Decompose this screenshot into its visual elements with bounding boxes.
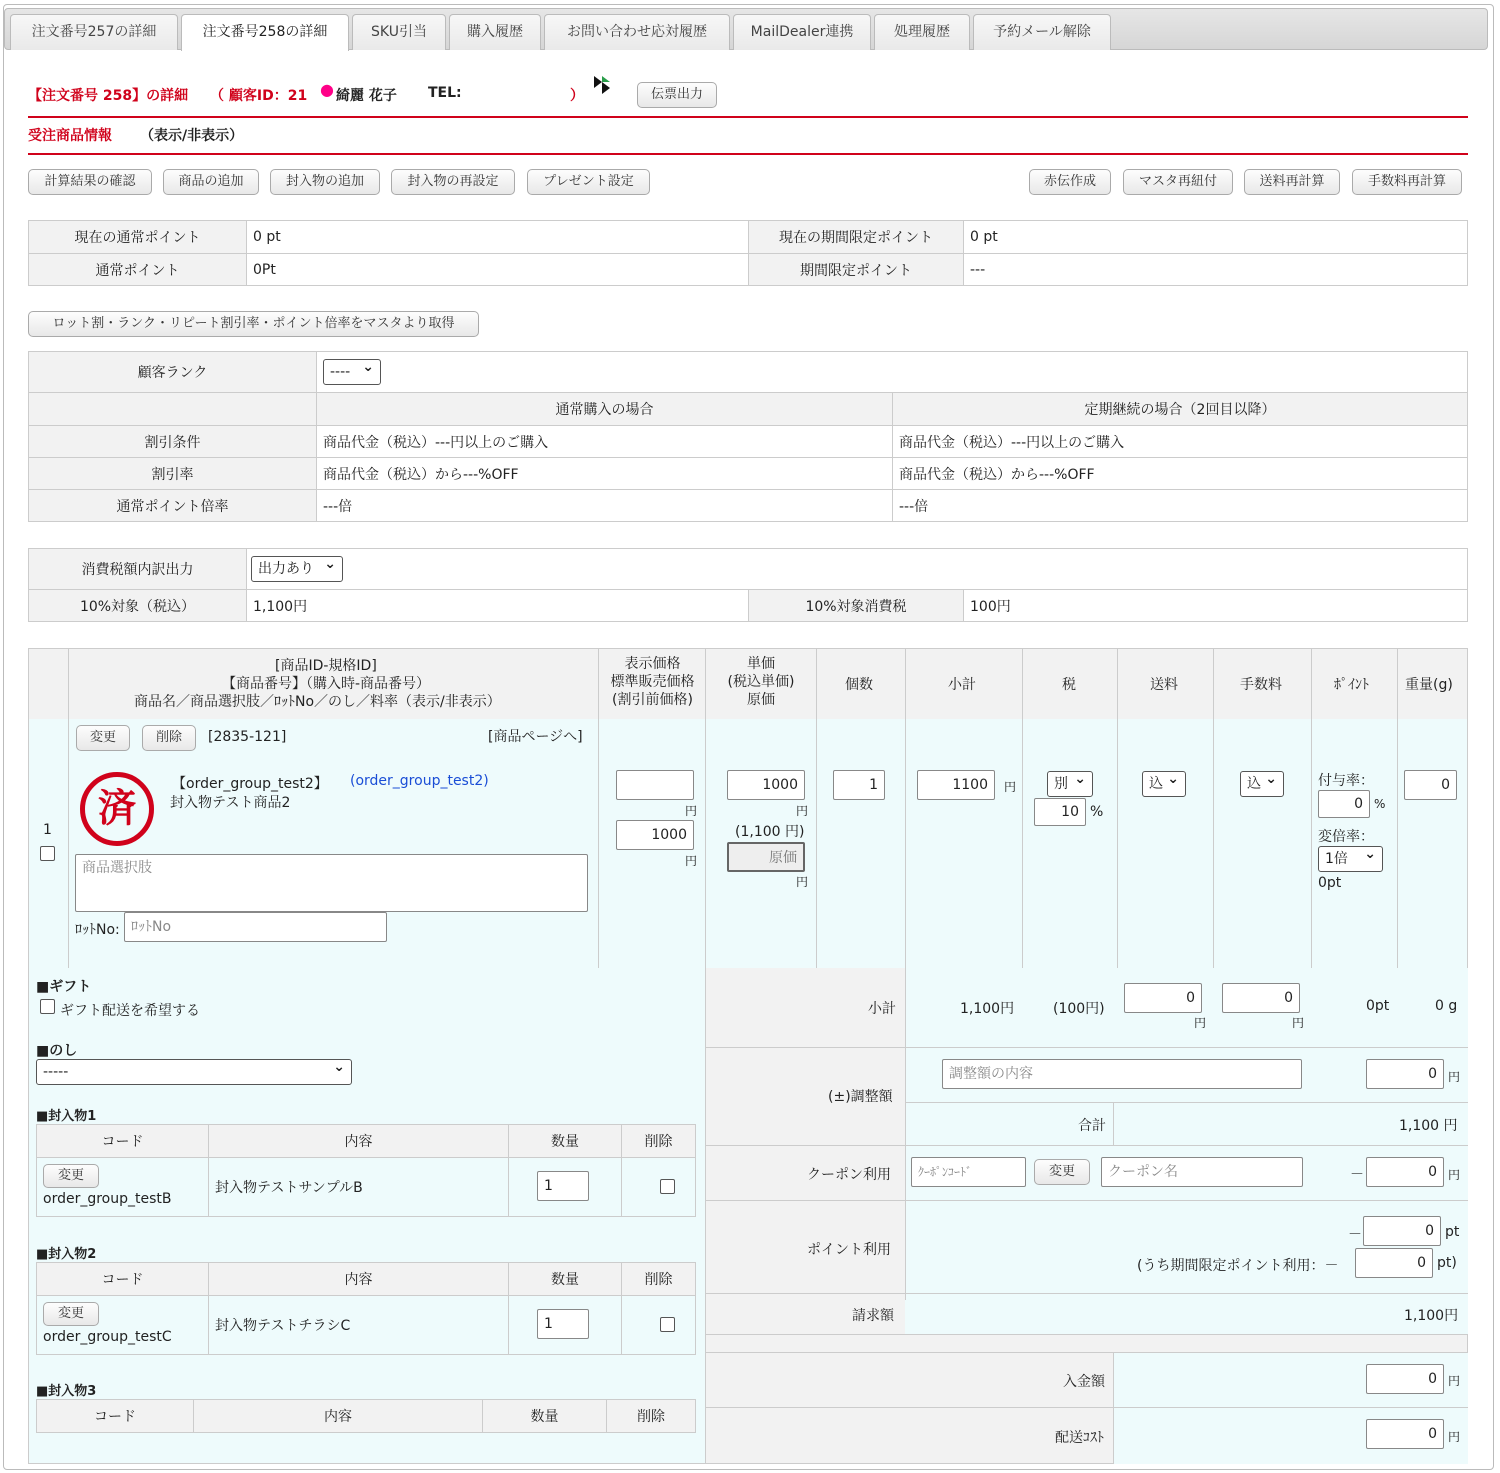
fee-recalc-button[interactable]: 手数料再計算 bbox=[1352, 169, 1462, 195]
col-product-1: [商品ID-規格ID] bbox=[275, 658, 377, 674]
label: 期間限定ポイント bbox=[749, 254, 964, 286]
total-label: 合計 bbox=[1078, 1118, 1106, 1134]
tab-process-history[interactable]: 処理履歴 bbox=[874, 14, 970, 50]
mult-label: 変倍率： bbox=[1318, 829, 1374, 845]
yen: 円 bbox=[1292, 1016, 1305, 1030]
enclosure-1-title: ■封入物1 bbox=[36, 1109, 97, 1124]
points-total: 0pt bbox=[1366, 998, 1390, 1014]
order-title: 【注文番号 258】の詳細 bbox=[28, 88, 189, 104]
code-cell bbox=[37, 1158, 209, 1217]
limited-point-input[interactable]: 0 bbox=[1355, 1248, 1433, 1278]
label: 消費税額内訳出力 bbox=[29, 549, 247, 590]
adj-amount-input[interactable]: 0 bbox=[1366, 1059, 1444, 1089]
label: 顧客ランク bbox=[29, 352, 317, 393]
col: 数量 bbox=[509, 1125, 622, 1158]
noshi-select[interactable]: ----- ⌄ bbox=[36, 1059, 352, 1085]
grid-line bbox=[905, 1102, 1468, 1103]
value: 商品代金（税込）から---%OFF bbox=[317, 458, 893, 490]
yen: 円 bbox=[1448, 1168, 1461, 1182]
billing-value: 1,100円 bbox=[1404, 1308, 1459, 1324]
logo-icon bbox=[592, 74, 612, 98]
col: コード bbox=[37, 1125, 209, 1158]
billing-row bbox=[905, 1294, 1468, 1334]
grid-line bbox=[1022, 648, 1023, 969]
enclosure-code: order_group_testB bbox=[43, 1191, 172, 1207]
enclosure-delete-checkbox[interactable] bbox=[660, 1317, 675, 1332]
item-code-link[interactable]: (order_group_test2) bbox=[350, 773, 489, 789]
col: 内容 bbox=[194, 1400, 483, 1433]
yen: 円 bbox=[1448, 1070, 1461, 1084]
value: 商品代金（税込）---円以上のご購入 bbox=[893, 426, 1468, 458]
add-product-button[interactable]: 商品の追加 bbox=[163, 169, 259, 195]
yen: 円 bbox=[1194, 1016, 1207, 1030]
adj-label: (±)調整額 bbox=[828, 1089, 893, 1105]
red-slip-button[interactable]: 赤伝作成 bbox=[1029, 169, 1111, 195]
subtotal-input[interactable]: 1100 bbox=[917, 770, 995, 800]
col-qty: 個数 bbox=[845, 677, 873, 693]
enclosure-content: 封入物テストチラシC bbox=[209, 1296, 509, 1355]
grid-line bbox=[1113, 1353, 1114, 1464]
item-change-button[interactable]: 変更 bbox=[76, 725, 130, 751]
item-name: 封入物テスト商品2 bbox=[170, 795, 291, 811]
weight-input[interactable]: 0 bbox=[1404, 770, 1457, 800]
pt-close: pt) bbox=[1437, 1255, 1457, 1271]
tax-rate-input[interactable]: 10 bbox=[1034, 798, 1086, 826]
col: 削除 bbox=[622, 1125, 696, 1158]
coupon-label: クーポン利用 bbox=[807, 1167, 891, 1183]
col: 数量 bbox=[483, 1400, 607, 1433]
lot-input[interactable]: ﾛｯﾄNo bbox=[124, 912, 387, 942]
slip-output-button[interactable]: 伝票出力 bbox=[637, 82, 717, 108]
payment-label: 入金額 bbox=[1063, 1374, 1105, 1390]
mult-select[interactable]: 1倍 ⌄ bbox=[1318, 846, 1383, 872]
col-ship: 送料 bbox=[1150, 677, 1178, 693]
fee-total-input[interactable]: 0 bbox=[1222, 983, 1300, 1013]
label: 現在の通常ポイント bbox=[29, 221, 247, 254]
tab-order-258[interactable]: 注文番号258の詳細 bbox=[181, 14, 349, 51]
yen: 円 bbox=[1448, 1374, 1461, 1388]
weight-total: 0 g bbox=[1435, 998, 1458, 1014]
enclosure-delete-checkbox[interactable] bbox=[660, 1179, 675, 1194]
enclosure-qty-input[interactable]: 1 bbox=[537, 1309, 589, 1339]
point-use-input[interactable]: 0 bbox=[1363, 1216, 1441, 1246]
tab-reservation-cancel[interactable]: 予約メール解除 bbox=[973, 14, 1111, 50]
col: 内容 bbox=[209, 1263, 509, 1296]
grid-line bbox=[1397, 648, 1398, 969]
calc-check-button[interactable]: 計算結果の確認 bbox=[28, 169, 152, 195]
value: 商品代金（税込）から---%OFF bbox=[893, 458, 1468, 490]
enclosure-change-button[interactable]: 変更 bbox=[43, 1302, 99, 1326]
col: コード bbox=[37, 1400, 194, 1433]
customer-name: 綺麗 花子 bbox=[336, 88, 397, 104]
header-close: ） bbox=[570, 88, 584, 104]
enclosure-2-title: ■封入物2 bbox=[36, 1247, 97, 1262]
col: コード bbox=[37, 1263, 209, 1296]
col-point: ﾎﾟｲﾝﾄ bbox=[1334, 677, 1369, 693]
display-price-input[interactable] bbox=[616, 770, 694, 800]
points-table bbox=[28, 220, 1468, 286]
coupon-name-input[interactable]: クーポン名 bbox=[1101, 1157, 1303, 1187]
customer-id: （ 顧客ID：21 bbox=[210, 88, 308, 104]
shipping-select[interactable]: 込 ⌄ bbox=[1142, 771, 1186, 797]
tab-maildealer[interactable]: MailDealer連携 bbox=[733, 14, 871, 50]
value: 100円 bbox=[964, 590, 1468, 622]
minus: － bbox=[1348, 1227, 1362, 1243]
divider bbox=[28, 153, 1468, 155]
grant-label: 付与率： bbox=[1318, 773, 1374, 789]
label: 10%対象（税込） bbox=[29, 590, 247, 622]
gift-check-label: ギフト配送を希望する bbox=[60, 1003, 200, 1019]
value: 0 pt bbox=[247, 221, 749, 254]
label: 現在の期間限定ポイント bbox=[749, 221, 964, 254]
payment-input[interactable]: 0 bbox=[1366, 1364, 1444, 1394]
shipping-recalc-button[interactable]: 送料再計算 bbox=[1244, 169, 1340, 195]
value: 商品代金（税込）---円以上のご購入 bbox=[317, 426, 893, 458]
tax-type-select[interactable]: 別 ⌄ bbox=[1047, 771, 1093, 797]
col-header: 通常購入の場合 bbox=[317, 393, 893, 426]
col-product-2: 【商品番号】（購入時-商品番号） bbox=[222, 676, 431, 692]
limited-use-label: (うち期間限定ポイント利用：－ bbox=[1137, 1258, 1339, 1274]
coupon-code-input[interactable]: ｸｰﾎﾟﾝｺｰﾄﾞ bbox=[911, 1157, 1026, 1187]
value: 1,100円 bbox=[247, 590, 749, 622]
yen: 円 bbox=[796, 804, 809, 818]
subtotal-label: 小計 bbox=[868, 1001, 896, 1017]
yen: 円 bbox=[1448, 1430, 1461, 1444]
label: 通常ポイント倍率 bbox=[29, 490, 317, 522]
option-textarea[interactable]: 商品選択肢 bbox=[75, 854, 588, 912]
label: 10%対象消費税 bbox=[749, 590, 964, 622]
col: 数量 bbox=[509, 1263, 622, 1296]
col-weight: 重量(g) bbox=[1405, 677, 1453, 693]
noshi-title: ■のし bbox=[36, 1043, 78, 1059]
grant-rate-input[interactable]: 0 bbox=[1318, 790, 1370, 818]
tab-inquiry-history[interactable]: お問い合わせ応対履歴 bbox=[544, 14, 730, 50]
label: 割引率 bbox=[29, 458, 317, 490]
enclosure-3-title: ■封入物3 bbox=[36, 1384, 97, 1399]
billing-label: 請求額 bbox=[852, 1308, 894, 1324]
col-tax: 税 bbox=[1062, 677, 1076, 693]
tel-label: TEL: bbox=[428, 85, 462, 101]
master-relink-button[interactable]: マスタ再紐付 bbox=[1123, 169, 1233, 195]
person-icon: ● bbox=[320, 80, 334, 99]
rank-cell bbox=[317, 352, 1468, 393]
divider bbox=[28, 116, 1468, 118]
get-from-master-button[interactable]: ロット割・ランク・リピート割引率・ポイント倍率をマスタより取得 bbox=[28, 311, 479, 337]
tab-purchase-history[interactable]: 購入履歴 bbox=[449, 14, 541, 50]
shipping-cost-input[interactable]: 0 bbox=[1366, 1419, 1444, 1449]
cost-input[interactable]: 原価 bbox=[727, 842, 805, 872]
qty-cell bbox=[509, 1296, 622, 1355]
minus: － bbox=[1350, 1167, 1364, 1183]
label: 割引条件 bbox=[29, 426, 317, 458]
fee-select[interactable]: 込 ⌄ bbox=[1240, 771, 1284, 797]
value: --- bbox=[964, 254, 1468, 286]
value: 0Pt bbox=[247, 254, 749, 286]
grid-line bbox=[706, 1334, 1468, 1335]
col: 削除 bbox=[622, 1263, 696, 1296]
section-title: 受注商品情報 bbox=[28, 128, 112, 144]
col-product-3: 商品名／商品選択肢／ﾛｯﾄNo／のし／料率（表示/非表示） bbox=[134, 694, 501, 710]
yen: 円 bbox=[796, 875, 809, 889]
delete-cell bbox=[622, 1296, 696, 1355]
enclosure-change-button[interactable]: 変更 bbox=[43, 1164, 99, 1188]
pt-unit: pt bbox=[1445, 1224, 1460, 1240]
std-price-input[interactable]: 1000 bbox=[616, 820, 694, 850]
grid-line bbox=[68, 648, 69, 969]
qty-cell bbox=[509, 1158, 622, 1217]
present-setting-button[interactable]: プレゼント設定 bbox=[527, 169, 650, 195]
grid-line bbox=[1117, 648, 1118, 969]
label: 通常ポイント bbox=[29, 254, 247, 286]
product-page-link[interactable]: [商品ページへ] bbox=[488, 729, 583, 745]
subtotal-value: 1,100円 bbox=[960, 1001, 1015, 1017]
item-points: 0pt bbox=[1318, 875, 1342, 891]
tab-sku[interactable]: SKU引当 bbox=[352, 14, 446, 50]
coupon-change-button[interactable]: 変更 bbox=[1034, 1159, 1090, 1185]
shipping-total-input[interactable]: 0 bbox=[1124, 983, 1202, 1013]
point-use-label: ポイント利用 bbox=[807, 1242, 891, 1258]
grid-line bbox=[598, 648, 599, 969]
col-price: 表示価格 標準販売価格 (割引前価格) bbox=[610, 656, 695, 708]
stamp-icon: 済 bbox=[80, 772, 154, 846]
item-delete-button[interactable]: 削除 bbox=[142, 725, 196, 751]
grid-line bbox=[1311, 648, 1312, 969]
value: ---倍 bbox=[893, 490, 1468, 522]
percent: % bbox=[1374, 797, 1386, 811]
enclosure-1-table bbox=[36, 1124, 696, 1217]
col: 内容 bbox=[209, 1125, 509, 1158]
percent: % bbox=[1090, 804, 1104, 820]
unit-tax-price: (1,100 円) bbox=[735, 824, 805, 840]
item-checkbox[interactable] bbox=[40, 846, 55, 861]
subtotal-tax: (100円) bbox=[1053, 1001, 1105, 1017]
enclosure-content: 封入物テストサンプルB bbox=[209, 1158, 509, 1217]
grid-line bbox=[706, 1407, 1468, 1408]
code-cell bbox=[37, 1296, 209, 1355]
grid-line bbox=[1213, 648, 1214, 969]
gift-checkbox[interactable] bbox=[40, 999, 55, 1014]
value: ---倍 bbox=[317, 490, 893, 522]
grid-line bbox=[816, 648, 817, 969]
tax-table bbox=[28, 548, 1468, 622]
item-code: 【order_group_test2】 bbox=[172, 776, 328, 792]
col-subtotal: 小計 bbox=[948, 677, 976, 693]
enclosure-code: order_group_testC bbox=[43, 1329, 172, 1345]
blank bbox=[29, 393, 317, 426]
yen: 円 bbox=[685, 854, 698, 868]
value: 0 pt bbox=[964, 221, 1468, 254]
tab-order-257[interactable]: 注文番号257の詳細 bbox=[10, 14, 178, 50]
item-id: [2835-121] bbox=[208, 729, 287, 745]
rank-table bbox=[28, 351, 1468, 522]
shipping-cost-label: 配送ｺｽﾄ bbox=[1055, 1430, 1104, 1446]
enclosure-qty-input[interactable]: 1 bbox=[537, 1171, 589, 1201]
yen: 円 bbox=[685, 804, 698, 818]
enclosure-3-table bbox=[36, 1399, 696, 1433]
total-value: 1,100 円 bbox=[1399, 1118, 1458, 1134]
tax-output-select[interactable]: 出力あり ⌄ bbox=[251, 556, 343, 582]
delete-cell bbox=[622, 1158, 696, 1217]
coupon-amount-input[interactable]: 0 bbox=[1366, 1157, 1444, 1187]
qty-input[interactable]: 1 bbox=[833, 770, 885, 800]
yen: 円 bbox=[1004, 780, 1017, 794]
grid-line bbox=[905, 648, 906, 969]
add-enclosure-button[interactable]: 封入物の追加 bbox=[270, 169, 380, 195]
col-fee: 手数料 bbox=[1240, 677, 1282, 693]
col: 削除 bbox=[607, 1400, 696, 1433]
enclosure-2-table bbox=[36, 1262, 696, 1355]
item-no: 1 bbox=[43, 822, 52, 838]
gift-title: ■ギフト bbox=[36, 979, 92, 995]
reset-enclosure-button[interactable]: 封入物の再設定 bbox=[391, 169, 515, 195]
point-row bbox=[905, 1201, 1468, 1293]
tax-cell bbox=[247, 549, 1468, 590]
toggle-link[interactable]: （表示/非表示） bbox=[140, 128, 244, 144]
col-header: 定期継続の場合（2回目以降） bbox=[893, 393, 1468, 426]
unit-price-input[interactable]: 1000 bbox=[727, 770, 805, 800]
grid-line bbox=[1113, 1102, 1114, 1146]
grid-line bbox=[905, 968, 906, 1300]
adj-content-input[interactable]: 調整額の内容 bbox=[942, 1059, 1302, 1089]
lot-label: ﾛｯﾄNo: bbox=[75, 922, 120, 938]
rank-select[interactable]: ---- ⌄ bbox=[323, 359, 381, 385]
col-unit: 単価 (税込単価) 原価 bbox=[727, 656, 795, 708]
